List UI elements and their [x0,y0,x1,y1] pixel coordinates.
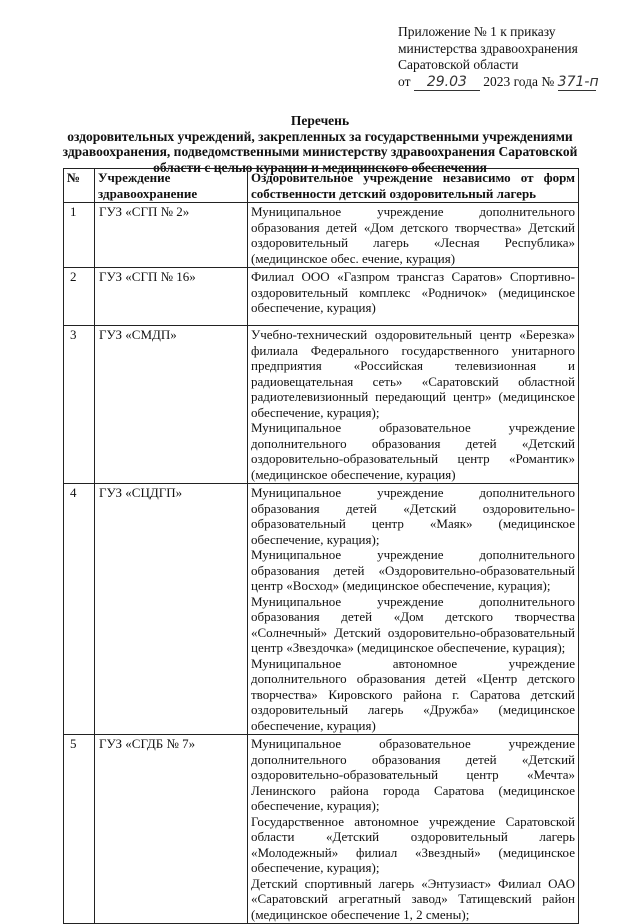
row-camps [248,326,579,484]
row-institution: ГУЗ «СМДП» [95,326,248,484]
year-number-label: 2023 года № [483,73,555,89]
title-line-3: здравоохранения, подведомственными министерству здравоохранения Саратовской [62,144,578,159]
table-body [64,203,579,924]
date-prefix: от [398,73,411,89]
appendix-line-3: Саратовской области [398,57,519,72]
header-camp: Оздоровительное учреждение независимо от форм собственности детский оздоровительный лагерь [248,169,579,203]
camp-entry: Детский спортивный лагерь «Энтузиаст» Филиал ОАО «Саратовский агрегатный завод» Татищевский район (медицинское обеспечение 1, 2 смены); [251,875,575,922]
table-header-row [64,169,579,203]
row-number: 1 [64,203,95,268]
handwritten-order-number: 371-п [557,73,599,90]
camp-entry: Муниципальное учреждение дополнительного образования детей «Дом детского творчества» Детский оздоровительный лагерь «Лесная Республика» (медицинское обес. ечение, курация) [251,204,575,266]
camp-entry: Муниципальное автономное учреждение дополнительного образования детей «Центр детского творчества» Кировского района г. Саратова детский оздоровительный лагерь «Дружба» (медицинское обеспечение, курация) [251,655,575,733]
row-camps [248,484,579,735]
camp-entry: Муниципальное образовательное учреждение дополнительного образования детей «Детский оздоровительно-образовательный центр «Романтик» (медицинское обеспечение, курация) [251,420,575,482]
title-line-4: области с целью курации и медицинского обеспечения [153,159,487,175]
camp-entry: Муниципальное образовательное учреждение дополнительного образования детей «Детский оздоровительно-образовательный центр «Мечта» Ленинского района города Саратова (медицинское обеспечение, курация); [251,736,575,813]
document-title [40,113,600,175]
title-line-1: Перечень [290,113,350,128]
row-number: 5 [64,735,95,924]
row-number: 3 [64,326,95,484]
row-institution: ГУЗ «СГП № 16» [95,268,248,326]
title-line-2: оздоровительных учреждений, закрепленных за государственными учреждениями [67,128,573,144]
table-row [64,484,579,735]
row-institution: ГУЗ «СЦДГП» [95,484,248,735]
camp-entry: Муниципальное учреждение дополнительного образования детей «Детский оздоровительно-образовательный центр «Маяк» (медицинское обеспечение, курация); [251,485,575,547]
header-number: № [64,169,95,203]
row-camps [248,203,579,268]
institutions-table [63,168,579,924]
row-camps [248,735,579,924]
appendix-header [398,24,638,91]
camp-entry: Учебно-технический оздоровительный центр «Березка» филиала Федерального государственного унитарного предприятия «Российская телевизионная и радиовещательная сеть» «Саратовский областной радиотелевизионный передающий центр» (медицинское обеспечение, курация); [251,327,575,420]
row-camps [248,268,579,326]
camp-entry: Филиал ООО «Газпром трансгаз Саратов» Спортивно-оздоровительный комплекс «Родничок» (медицинское обеспечение, курация) [251,269,575,315]
row-institution: ГУЗ «СГП № 2» [95,203,248,268]
appendix-line-2: министерства здравоохранения [398,40,578,56]
table-row [64,326,579,484]
camp-entry: Муниципальное учреждение дополнительного образования детей «Дом детского творчества «Солнечный» Детский оздоровительно-образовательный центр «Звездочка» (медицинское обеспечение, курация); [251,593,575,655]
handwritten-date: 29.03 [414,74,480,92]
appendix-line-1: Приложение № 1 к приказу [398,24,556,39]
camp-entry: Муниципальное учреждение дополнительного образования детей «Оздоровительно-образовательный центр «Восход» (медицинское обеспечение, курация); [251,547,575,593]
table-row [64,203,579,268]
row-number: 2 [64,268,95,326]
table-row [64,268,579,326]
header-institution: Учреждение здравоохранение [95,169,248,203]
row-number: 4 [64,484,95,735]
appendix-date-line [398,74,638,92]
row-institution: ГУЗ «СГДБ № 7» [95,735,248,924]
table-row [64,735,579,924]
camp-entry: Государственное автономное учреждение Саратовской области «Детский оздоровительный лагерь «Молодежный» филиал «Звездный» (медицинское обеспечение, курация); [251,813,575,875]
